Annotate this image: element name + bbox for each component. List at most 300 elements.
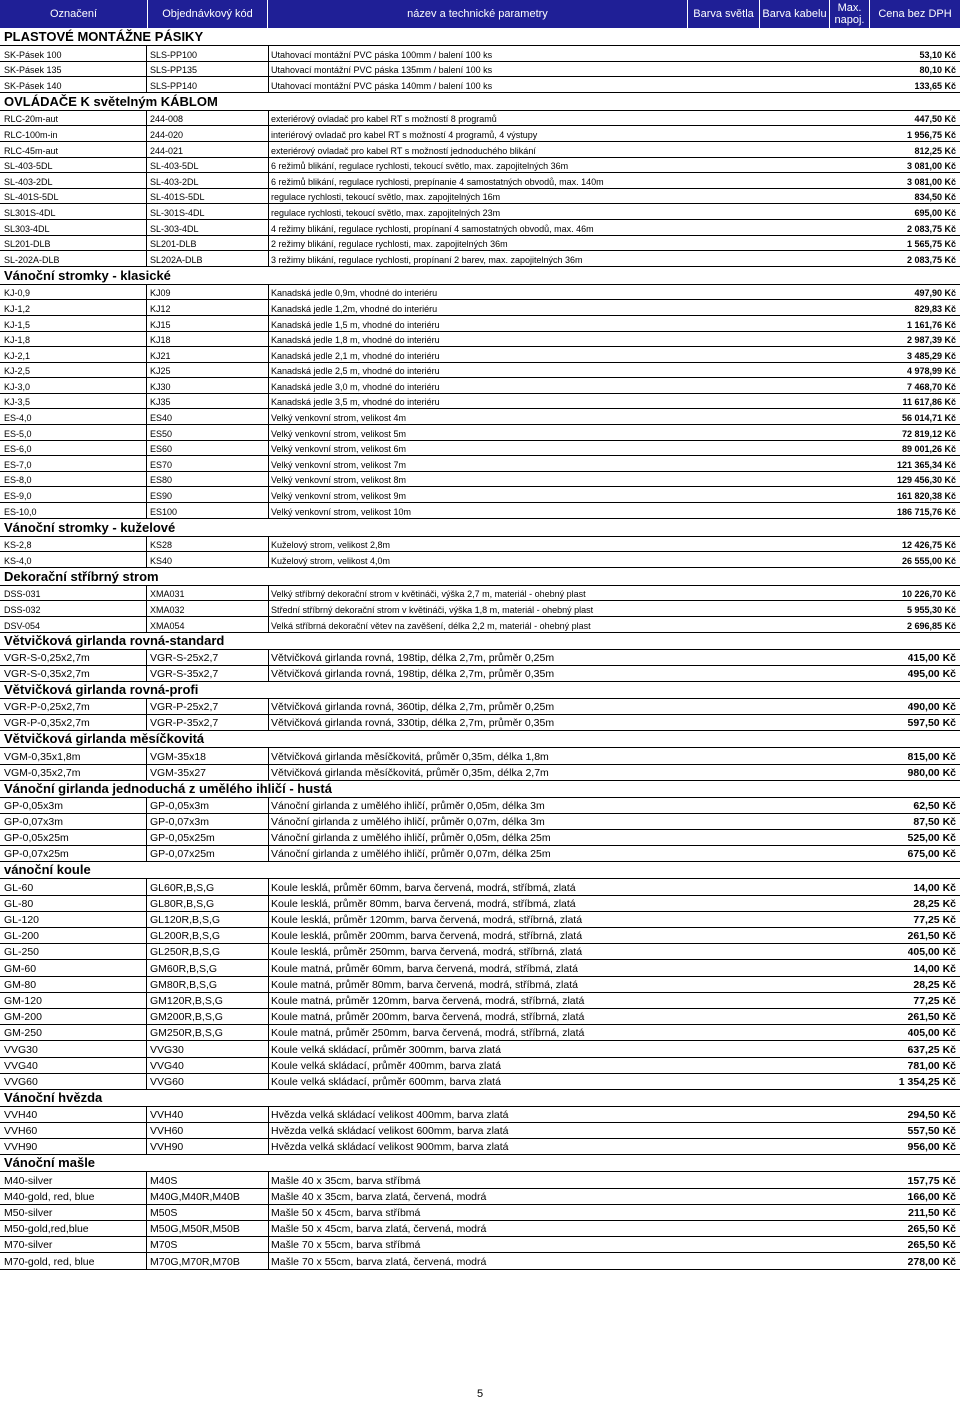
cell-oznaceni: VVG30 <box>4 1043 38 1056</box>
table-row <box>0 715 960 731</box>
cell-nazev: Velký venkovní strom, velikost 8m <box>271 475 407 486</box>
cell-cena: 265,50 Kč <box>907 1239 956 1252</box>
cell-cena: 1 565,75 Kč <box>906 239 956 250</box>
cell-kod: KJ35 <box>150 397 171 408</box>
cell-oznaceni: VGR-P-0,25x2,7m <box>4 701 90 714</box>
column-divider <box>146 928 147 943</box>
column-divider <box>268 220 269 235</box>
column-divider <box>146 537 147 552</box>
cell-cena: 497,90 Kč <box>914 288 956 299</box>
column-divider <box>268 977 269 992</box>
table-row <box>0 1025 960 1041</box>
cell-nazev: Koule lesklá, průměr 120mm, barva červená, modrá, stříbrná, zlatá <box>271 914 583 927</box>
column-divider <box>146 316 147 331</box>
column-divider <box>268 1009 269 1024</box>
cell-nazev: Koule lesklá, průměr 60mm, barva červená, modrá, stříbmá, zlatá <box>271 881 576 894</box>
column-divider <box>146 814 147 829</box>
cell-oznaceni: GL-120 <box>4 914 40 927</box>
cell-kod: GL80R,B,S,G <box>150 897 215 910</box>
cell-kod: GM120R,B,S,G <box>150 994 223 1007</box>
cell-cena: 3 081,00 Kč <box>906 161 956 172</box>
table-row <box>0 1074 960 1090</box>
column-divider <box>268 236 269 251</box>
column-divider <box>146 830 147 845</box>
column-divider <box>268 503 269 518</box>
cell-nazev: Koule matná, průměr 200mm, barva červená, modrá, stříbrná, zlatá <box>271 1011 585 1024</box>
cell-nazev: Mašle 40 x 35cm, barva stříbmá <box>271 1174 421 1187</box>
column-divider <box>268 456 269 471</box>
column-divider <box>146 1123 147 1138</box>
cell-oznaceni: RLC-100m-in <box>4 129 58 140</box>
cell-oznaceni: KJ-0,9 <box>4 288 31 299</box>
cell-cena: 525,00 Kč <box>907 832 956 845</box>
cell-kod: KJ25 <box>150 366 171 377</box>
table-row <box>0 220 960 236</box>
cell-cena: 26 555,00 Kč <box>901 555 956 566</box>
cell-nazev: Velký stříbrný dekorační strom v květináči, výška 2,7 m, materiál - ohebný plast <box>271 589 586 600</box>
column-divider <box>268 1123 269 1138</box>
cell-kod: M70G,M70R,M70B <box>150 1255 240 1268</box>
column-divider <box>146 944 147 959</box>
section-title: Vánoční stromky - kuželové <box>4 519 176 535</box>
cell-nazev: Koule matná, průměr 80mm, barva červená, modrá, stříbmá, zlatá <box>271 978 578 991</box>
column-divider <box>146 62 147 77</box>
cell-cena: 2 083,75 Kč <box>906 254 956 265</box>
cell-oznaceni: VGR-S-0,25x2,7m <box>4 651 90 664</box>
cell-kod: GM200R,B,S,G <box>150 1011 223 1024</box>
section-heading <box>0 267 960 285</box>
cell-cena: 261,50 Kč <box>907 1011 956 1024</box>
table-row <box>0 332 960 348</box>
cell-cena: 53,10 Kč <box>919 49 956 60</box>
table-row <box>0 1189 960 1205</box>
column-divider <box>268 316 269 331</box>
table-row <box>0 316 960 332</box>
cell-oznaceni: GM-120 <box>4 994 42 1007</box>
cell-kod: KJ21 <box>150 350 171 361</box>
cell-nazev: Větvičková girlanda měsíčkovitá, průměr 0,35m, délka 2,7m <box>271 766 549 779</box>
table-row <box>0 189 960 205</box>
table-row <box>0 666 960 682</box>
cell-kod: SLS-PP140 <box>150 80 198 91</box>
section-heading <box>0 633 960 650</box>
column-divider <box>146 993 147 1008</box>
cell-oznaceni: GP-0,05x3m <box>4 799 63 812</box>
column-divider <box>268 765 269 780</box>
cell-oznaceni: GL-60 <box>4 881 34 894</box>
cell-nazev: 2 režimy blikání, regulace rychlosti, max. zapojitelných 36m <box>271 239 508 250</box>
column-divider <box>146 748 147 763</box>
cell-kod: ES100 <box>150 506 178 517</box>
cell-oznaceni: M50-silver <box>4 1207 53 1220</box>
cell-nazev: Hvězda velká skládací velikost 400mm, barva zlatá <box>271 1109 509 1122</box>
column-divider <box>268 1172 269 1187</box>
cell-kod: GP-0,07x3m <box>150 816 209 829</box>
cell-kod: VGR-S-25x2,7 <box>150 651 219 664</box>
cell-oznaceni: KJ-1,5 <box>4 319 31 330</box>
cell-cena: 11 617,86 Kč <box>902 397 956 408</box>
section-title: Dekorační stříbrný strom <box>4 568 159 584</box>
cell-kod: ES50 <box>150 428 173 439</box>
cell-oznaceni: KJ-3,5 <box>4 397 31 408</box>
cell-oznaceni: M50-gold,red,blue <box>4 1223 89 1236</box>
cell-cena: 597,50 Kč <box>907 717 956 730</box>
cell-cena: 4 978,99 Kč <box>906 366 956 377</box>
column-divider <box>268 363 269 378</box>
cell-kod: M50G,M50R,M50B <box>150 1223 240 1236</box>
column-divider <box>146 798 147 813</box>
cell-cena: 1 354,25 Kč <box>898 1075 956 1088</box>
table-row <box>0 347 960 363</box>
cell-nazev: Mašle 70 x 55cm, barva stříbmá <box>271 1239 421 1252</box>
cell-nazev: Kanadská jedle 1,8 m, vhodné do interiéru <box>271 335 440 346</box>
cell-cena: 294,50 Kč <box>907 1109 956 1122</box>
column-divider <box>268 586 269 601</box>
cell-oznaceni: GM-200 <box>4 1011 42 1024</box>
cell-oznaceni: RLC-45m-aut <box>4 145 59 156</box>
cell-oznaceni: M70-gold, red, blue <box>4 1255 95 1268</box>
cell-cena: 12 426,75 Kč <box>901 540 956 551</box>
cell-oznaceni: KJ-3,0 <box>4 381 31 392</box>
cell-cena: 133,65 Kč <box>914 80 956 91</box>
cell-kod: KJ18 <box>150 335 171 346</box>
cell-nazev: Mašle 50 x 45cm, barva stříbmá <box>271 1207 421 1220</box>
column-divider <box>146 650 147 665</box>
column-divider <box>268 62 269 77</box>
column-divider <box>268 425 269 440</box>
column-divider <box>268 441 269 456</box>
column-divider <box>146 441 147 456</box>
cell-cena: 157,75 Kč <box>907 1174 956 1187</box>
header-cena: Cena bez DPH <box>878 8 952 20</box>
table-row <box>0 977 960 993</box>
column-divider <box>146 1189 147 1204</box>
column-divider <box>146 1058 147 1073</box>
table-row <box>0 46 960 62</box>
table-row <box>0 1041 960 1057</box>
column-divider <box>146 1139 147 1154</box>
section-title: vánoční koule <box>4 862 91 878</box>
cell-nazev: 6 režimů blikání, regulace rychlosti, tekoucí světlo, max. zapojitelných 36m <box>271 161 569 172</box>
cell-oznaceni: GP-0,07x25m <box>4 848 69 861</box>
table-row <box>0 960 960 976</box>
cell-kod: GL60R,B,S,G <box>150 881 215 894</box>
table-row <box>0 944 960 960</box>
column-divider <box>268 960 269 975</box>
cell-cena: 2 987,39 Kč <box>906 335 956 346</box>
column-divider <box>268 1139 269 1154</box>
cell-kod: XMA054 <box>150 620 185 631</box>
cell-oznaceni: DSS-031 <box>4 589 41 600</box>
cell-cena: 186 715,76 Kč <box>896 506 956 517</box>
section-title: Větvičková girlanda rovná-profi <box>4 681 199 697</box>
column-divider <box>268 1074 269 1089</box>
cell-kod: VGM-35x18 <box>150 750 207 763</box>
cell-cena: 415,00 Kč <box>907 651 956 664</box>
column-divider <box>146 1237 147 1252</box>
table-row <box>0 1107 960 1123</box>
cell-kod: SL-403-5DL <box>150 161 199 172</box>
cell-kod: M70S <box>150 1239 178 1252</box>
column-divider <box>146 220 147 235</box>
column-divider <box>268 1205 269 1220</box>
column-divider <box>268 617 269 632</box>
column-divider <box>146 472 147 487</box>
table-row <box>0 472 960 488</box>
table-row <box>0 487 960 503</box>
cell-oznaceni: VGM-0,35x2,7m <box>4 766 81 779</box>
cell-nazev: Koule velká skládací, průměr 300mm, barva zlatá <box>271 1043 501 1056</box>
cell-oznaceni: ES-10,0 <box>4 506 37 517</box>
cell-oznaceni: ES-5,0 <box>4 428 32 439</box>
table-row <box>0 1139 960 1155</box>
column-divider <box>268 173 269 188</box>
column-divider <box>146 142 147 157</box>
cell-kod: GP-0,07x25m <box>150 848 215 861</box>
cell-nazev: 4 režimy blikání, regulace rychlosti, propínaní 4 samostatných obvodů, max. 46m <box>271 223 594 234</box>
table-row <box>0 142 960 158</box>
cell-cena: 834,50 Kč <box>914 192 956 203</box>
cell-nazev: Větvičková girlanda rovná, 360tip, délka 2,7m, průměr 0,25m <box>271 701 555 714</box>
section-title: OVLÁDAČE K světelným KÁBLOM <box>4 93 218 109</box>
cell-cena: 812,25 Kč <box>914 145 956 156</box>
cell-nazev: Větvičková girlanda rovná, 198tip, délka 2,7m, průměr 0,25m <box>271 651 555 664</box>
cell-kod: VGM-35x27 <box>150 766 207 779</box>
cell-cena: 62,50 Kč <box>913 799 956 812</box>
cell-nazev: Koule matná, průměr 60mm, barva červená, modrá, stříbmá, zlatá <box>271 962 578 975</box>
cell-oznaceni: KJ-2,1 <box>4 350 31 361</box>
cell-cena: 56 014,71 Kč <box>901 413 956 424</box>
cell-kod: GP-0,05x25m <box>150 832 215 845</box>
cell-oznaceni: SL201-DLB <box>4 239 51 250</box>
cell-cena: 2 696,85 Kč <box>906 620 956 631</box>
column-divider <box>146 1107 147 1122</box>
column-divider <box>146 251 147 266</box>
cell-oznaceni: VGR-S-0,35x2,7m <box>4 667 90 680</box>
cell-cena: 265,50 Kč <box>907 1223 956 1236</box>
cell-oznaceni: SK-Pásek 100 <box>4 49 62 60</box>
cell-oznaceni: SL-403-5DL <box>4 161 53 172</box>
cell-cena: 161 820,38 Kč <box>896 491 956 502</box>
column-divider <box>146 912 147 927</box>
column-divider <box>146 1041 147 1056</box>
cell-oznaceni: GP-0,05x25m <box>4 832 69 845</box>
cell-nazev: Utahovací montážní PVC páska 100mm / balení 100 ks <box>271 49 493 60</box>
cell-oznaceni: SL301S-4DL <box>4 207 56 218</box>
cell-cena: 695,00 Kč <box>914 207 956 218</box>
cell-nazev: Utahovací montážní PVC páska 140mm / balení 100 ks <box>271 80 493 91</box>
column-divider <box>146 173 147 188</box>
column-divider <box>146 1074 147 1089</box>
column-divider <box>268 189 269 204</box>
cell-kod: SLS-PP135 <box>150 65 198 76</box>
cell-cena: 956,00 Kč <box>907 1141 956 1154</box>
column-divider <box>268 748 269 763</box>
cell-cena: 87,50 Kč <box>913 816 956 829</box>
cell-nazev: Větvičková girlanda měsíčkovitá, průměr 0,35m, délka 1,8m <box>271 750 549 763</box>
column-divider <box>268 394 269 409</box>
cell-oznaceni: ES-9,0 <box>4 491 32 502</box>
cell-oznaceni: KJ-1,8 <box>4 335 31 346</box>
table-row <box>0 650 960 666</box>
cell-cena: 495,00 Kč <box>907 667 956 680</box>
cell-kod: ES60 <box>150 444 173 455</box>
page-number: 5 <box>476 1388 484 1400</box>
column-divider <box>268 1253 269 1268</box>
table-row <box>0 62 960 78</box>
cell-kod: SLS-PP100 <box>150 49 198 60</box>
column-divider <box>268 699 269 714</box>
cell-nazev: Vánoční girlanda z umělého ihličí, průměr 0,07m, délka 3m <box>271 816 545 829</box>
cell-kod: KS28 <box>150 540 173 551</box>
header-nazev: název a technické parametry <box>268 0 688 28</box>
header-barva-svetla: Barva světla <box>688 0 760 28</box>
cell-cena: 89 001,26 Kč <box>901 444 956 455</box>
cell-kod: KJ09 <box>150 288 171 299</box>
column-divider <box>268 552 269 567</box>
column-divider <box>268 944 269 959</box>
cell-cena: 129 456,30 Kč <box>896 475 956 486</box>
table-row <box>0 798 960 814</box>
cell-nazev: Velký venkovní strom, velikost 6m <box>271 444 407 455</box>
column-divider <box>268 285 269 300</box>
table-row <box>0 300 960 316</box>
cell-nazev: Utahovací montážní PVC páska 135mm / balení 100 ks <box>271 65 493 76</box>
cell-oznaceni: ES-7,0 <box>4 459 32 470</box>
column-divider <box>268 487 269 502</box>
column-divider <box>146 347 147 362</box>
cell-nazev: Kanadská jedle 2,1 m, vhodné do interiéru <box>271 350 440 361</box>
cell-kod: SL201-DLB <box>150 239 197 250</box>
cell-kod: M40G,M40R,M40B <box>150 1190 240 1203</box>
cell-kod: GM60R,B,S,G <box>150 962 218 975</box>
table-row <box>0 846 960 862</box>
column-divider <box>268 347 269 362</box>
cell-cena: 1 161,76 Kč <box>906 319 956 330</box>
cell-cena: 3 081,00 Kč <box>906 176 956 187</box>
column-divider <box>146 960 147 975</box>
section-title: Vánoční girlanda jednoduchá z umělého ihličí - hustá <box>4 780 332 796</box>
cell-kod: 244-020 <box>150 129 184 140</box>
cell-oznaceni: GL-250 <box>4 946 40 959</box>
section-title: Vánoční stromky - klasické <box>4 267 171 283</box>
column-divider <box>268 1107 269 1122</box>
table-row <box>0 552 960 568</box>
cell-oznaceni: SK-Pásek 140 <box>4 80 62 91</box>
cell-nazev: Vánoční girlanda z umělého ihličí, průměr 0,05m, délka 25m <box>271 832 551 845</box>
table-row <box>0 1237 960 1253</box>
column-divider <box>268 142 269 157</box>
cell-nazev: 6 režimů blikání, regulace rychlosti, prepínanie 4 samostatných obvodů, max. 140m <box>271 176 604 187</box>
column-divider <box>268 472 269 487</box>
table-row <box>0 285 960 301</box>
cell-nazev: exteriérový ovladač pro kabel RT s možností jednoduchého blikání <box>271 145 536 156</box>
column-divider <box>146 1205 147 1220</box>
cell-cena: 447,50 Kč <box>914 114 956 125</box>
cell-kod: GL120R,B,S,G <box>150 914 221 927</box>
cell-oznaceni: VGR-P-0,35x2,7m <box>4 717 90 730</box>
column-divider <box>268 912 269 927</box>
table-row <box>0 394 960 410</box>
cell-kod: GM80R,B,S,G <box>150 978 218 991</box>
cell-cena: 14,00 Kč <box>913 962 956 975</box>
column-divider <box>146 409 147 424</box>
column-divider <box>268 409 269 424</box>
cell-kod: VGR-P-25x2,7 <box>150 701 219 714</box>
table-row <box>0 441 960 457</box>
column-divider <box>146 765 147 780</box>
cell-oznaceni: VVH40 <box>4 1109 38 1122</box>
cell-kod: VVH90 <box>150 1141 184 1154</box>
cell-cena: 72 819,12 Kč <box>901 428 956 439</box>
cell-nazev: Hvězda velká skládací velikost 900mm, barva zlatá <box>271 1141 509 1154</box>
column-divider <box>268 1189 269 1204</box>
column-divider <box>268 1041 269 1056</box>
column-divider <box>146 1025 147 1040</box>
section-heading <box>0 862 960 879</box>
cell-cena: 781,00 Kč <box>907 1059 956 1072</box>
cell-nazev: Velký venkovní strom, velikost 7m <box>271 459 407 470</box>
column-divider <box>268 1221 269 1236</box>
cell-oznaceni: RLC-20m-aut <box>4 114 59 125</box>
column-divider <box>146 158 147 173</box>
cell-kod: GL250R,B,S,G <box>150 946 221 959</box>
column-divider <box>268 46 269 61</box>
section-title: Vánoční mašle <box>4 1155 96 1171</box>
cell-oznaceni: ES-8,0 <box>4 475 32 486</box>
cell-oznaceni: KS-2,8 <box>4 540 32 551</box>
cell-cena: 121 365,34 Kč <box>896 459 956 470</box>
column-divider <box>268 798 269 813</box>
section-heading <box>0 731 960 748</box>
cell-nazev: interiérový ovladač pro kabel RT s možností 4 programů, 4 výstupy <box>271 129 538 140</box>
cell-nazev: Kanadská jedle 3,0 m, vhodné do interiéru <box>271 381 440 392</box>
cell-oznaceni: GL-200 <box>4 930 40 943</box>
cell-cena: 675,00 Kč <box>907 848 956 861</box>
cell-cena: 80,10 Kč <box>919 65 956 76</box>
cell-kod: VGR-S-35x2,7 <box>150 667 219 680</box>
column-divider <box>268 650 269 665</box>
column-divider <box>268 879 269 894</box>
cell-kod: M50S <box>150 1207 178 1220</box>
cell-oznaceni: M40-gold, red, blue <box>4 1190 95 1203</box>
cell-nazev: Mašle 50 x 45cm, barva zlatá, červená, modrá <box>271 1223 487 1236</box>
cell-kod: ES70 <box>150 459 173 470</box>
column-divider <box>146 425 147 440</box>
cell-nazev: Koule velká skládací, průměr 400mm, barva zlatá <box>271 1059 501 1072</box>
cell-cena: 28,25 Kč <box>913 897 956 910</box>
cell-oznaceni: DSV-054 <box>4 620 41 631</box>
cell-oznaceni: DSS-032 <box>4 605 41 615</box>
column-divider <box>268 1058 269 1073</box>
table-row <box>0 830 960 846</box>
section-heading <box>0 93 960 111</box>
cell-kod: VVH40 <box>150 1109 184 1122</box>
column-divider <box>146 1172 147 1187</box>
cell-oznaceni: KJ-2,5 <box>4 366 31 377</box>
column-divider <box>268 537 269 552</box>
cell-cena: 28,25 Kč <box>913 978 956 991</box>
column-divider <box>146 1253 147 1268</box>
cell-kod: M40S <box>150 1174 178 1187</box>
column-divider <box>268 251 269 266</box>
header-objednavkovy-kod: Objednávkový kód <box>148 0 268 28</box>
table-row <box>0 204 960 220</box>
cell-oznaceni: VVH60 <box>4 1125 38 1138</box>
cell-kod: SL202A-DLB <box>150 254 203 265</box>
cell-oznaceni: KS-4,0 <box>4 555 32 566</box>
cell-oznaceni: SL303-4DL <box>4 223 50 234</box>
